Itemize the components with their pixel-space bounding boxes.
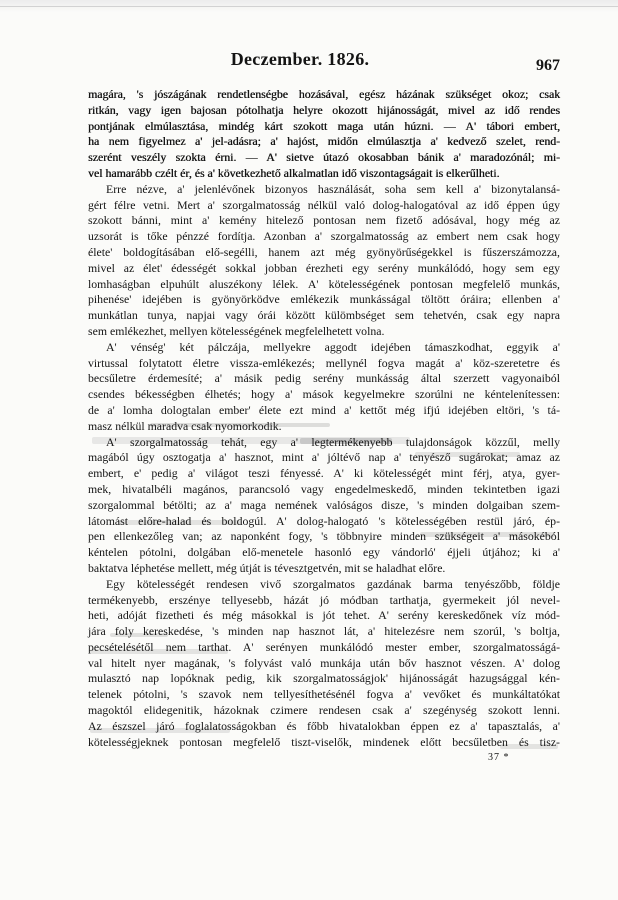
text-line: magoktól elidegenitik, házoknak czimere rendesen csak a' szegénység szokott lenni. <box>88 703 560 718</box>
text-line: vel hamarább czélt ér, és a' következhető alkalmatlan idő viszontagságait is elkerűlheti. <box>88 165 500 180</box>
text-line: virtussal folytatott életre vissza-emlékezés; mellynél fogva magát a' köz-szeretetre és <box>88 355 560 370</box>
text-line: uzsorát is tőke pénzzé fordítja. Azonban a' szorgalmatosság az embert nem csak hogy <box>88 229 560 244</box>
paragraph <box>88 182 560 340</box>
text-line: sem emlékezhet, mellyen kötelességének megfelelhetett volna. <box>88 323 385 338</box>
text-line: csendes békességben élhetés; hogy a' mások kegyelmekre szorúlni ne kéntelenítessen: <box>88 387 560 402</box>
text-line: telenek pótolni, 's szavok nem tellyesíthetésénél fogva a' vevőket és munkáltatókat <box>88 687 560 702</box>
scan-edge-line <box>0 6 618 7</box>
text-line: lomhaságban elpuhúlt aluszékony lélek. A' kötelességének pontosan megfelelő munkás, <box>88 276 560 291</box>
text-line: szorgalommal bétölti; az a' maga nemének valóságos disze, 's minden dolgaiban szem- <box>88 497 560 512</box>
text-line: heti, adóját fizetheti és még másokkal is jót tehet. A' serény kereskedőnek víz mód- <box>88 608 560 623</box>
text-line: masz nélkül maradva csak nyomorkodik. <box>88 418 282 433</box>
text-line: pen ellenkezőleg van; az naponként fogy, 's többnyire minden szükségeit a' másokéból <box>88 529 560 544</box>
text-line: Az észszel járó foglalatosságokban és főbb hivatalokban éppen ez a' tapasztalás, a' <box>88 718 560 733</box>
paragraph <box>88 340 560 435</box>
text-line: Egy kötelességét rendesen vivő szorgalmatos gazdának barma tenyészőbb, földje <box>106 576 560 591</box>
text-line: szokott bánni, mint a' kemény hitelező pontosan nem fizető adósával, hogy még az <box>88 213 560 228</box>
text-line: mivel az élet' édességét sokkal jobban érezheti egy serény munkálódó, hogy sem egy <box>88 260 560 275</box>
text-line: gért félre vetni. Mert a' szorgalmatosság nélkül való dolog-halogatóval az idő éppen úgy <box>88 197 560 212</box>
text-line: magára, 's jószágának rendetlenségbe hozásával, egész házának szükséget okoz; csak <box>88 87 560 101</box>
text-line: baktatva léphetése mellett, még útját is tévesztgetvén, mit se haladhat előre. <box>88 560 446 575</box>
text-line: munkátlan tunya, napjai vagy órái között külömbséget sem tehetvén, csak egy napra <box>88 308 560 323</box>
text-line: val hitelt nyer magának, 's folyvást való munkája után bőv hasznot vészen. A' dolog <box>88 655 560 670</box>
text-line: A' vénség' két pálczája, mellyekre aggodt idejében támaszkodhat, eggyik a' <box>106 339 560 354</box>
text-line: magából úgy osztogatja a' hasznot, mint a' jóltévő nap a' tenyésző sugárokat; amaz az <box>88 450 560 465</box>
text-line: termékenyebb, erszénye tellyesebb, házát jó módban tarthatja, gyermekeit jól nevel- <box>88 592 560 607</box>
text-line: ha nem figyelmez a' jel-adásra; a' hajóst, midőn elmúlasztja a' kedvező szelet, rend- <box>88 134 560 149</box>
paragraph <box>88 435 560 577</box>
text-line: jára foly kereskedése, 's minden nap hasznot lát, a' hitelezésre nem szorúl, 's boltja, <box>88 624 560 639</box>
text-line: pontjának elmúlasztása, mindég kárt szokott maga után húzni. — A' tábori embert, <box>88 118 560 133</box>
text-line: Erre nézve, a' jelenlévőnek bizonyos használását, soha sem kell a' bizonytalansá- <box>106 181 560 196</box>
text-line: kötelességjeknek pontosan megfelelő tiszt-viselők, mindenek előtt becsűletben és tisz- <box>88 734 560 749</box>
text-line: kéntelen pótolni, dolgában elő-menetele hasonló egy vándorló' éjjeli útjához; ki a' <box>88 545 560 560</box>
text-line: látomást előre-halad és boldogúl. A' dolog-halogató 's kötelességében restül járó, ép- <box>88 513 560 528</box>
page-number: 967 <box>536 57 560 74</box>
text-line: mek, hivatalbéli magános, parancsoló vagy engedelmeskedő, minden tekintetben igazi <box>88 481 560 496</box>
running-head-month-year: Deczember. 1826. <box>230 49 370 69</box>
text-line: mulasztó nap lopóknak pedig, kik szorgalmatosságjok' hijánosságát hazugsággal kén- <box>88 671 560 686</box>
text-line: A' szorgalmatosság tehát, egy a' legtermékenyebb tulajdonságok közzűl, melly <box>106 434 560 449</box>
paragraph <box>88 87 560 182</box>
text-line: pihenése' idejében is gyönyörködve emlékezik munkásságal töltött óráira; ellenben a' <box>88 292 560 307</box>
signature-mark: 37 * <box>488 752 510 763</box>
paragraph <box>88 577 560 751</box>
text-line: szerént veszély szokta érni. — A' sietve útazó okosabban bánik a' maradozónál; mi- <box>88 150 560 165</box>
text-line: élete' boldogításában elő-segélli, hanem azt még gyönyörűségekkel is fűszerszámozza, <box>88 244 560 259</box>
body-text <box>88 87 560 750</box>
text-line: becsűletre érdemesíté; a' másik pedig serény munkásság által szerzett vagyonaiból <box>88 371 560 386</box>
text-line: pecsételésétől nem tarthat. A' serényen munkálódó mester ember, szorgalmatosságá- <box>88 639 560 654</box>
text-line: embert, e' pedig a' világot teszi fényessé. A' ki kötelességét mint férj, atya, gyer- <box>88 466 560 481</box>
text-line: de a' lomha dologtalan ember' élete ezt mind a' kettőt még ifjú idejében eltöri, 's tá- <box>88 402 560 417</box>
text-line: ritkán, vagy igen bajosan pótolhatja helyre okozott hijánosságát, mivel az idő rendes <box>88 102 560 117</box>
